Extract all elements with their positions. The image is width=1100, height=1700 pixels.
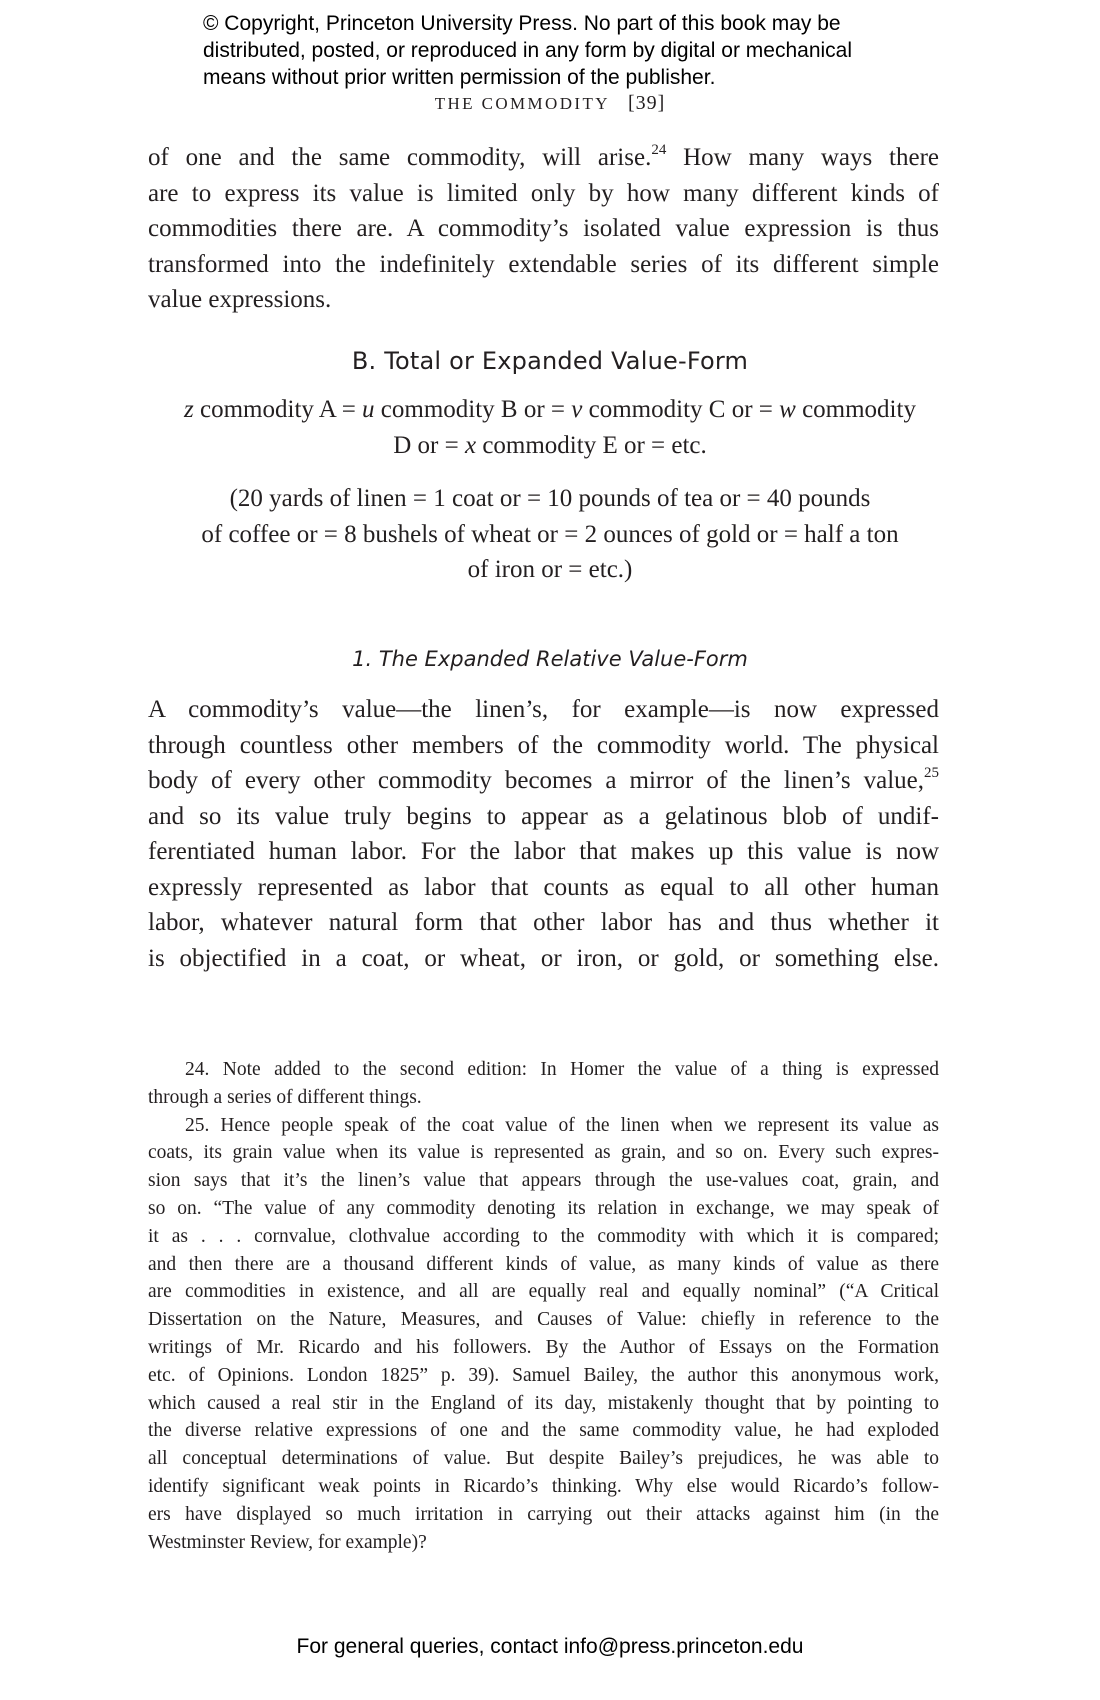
contact-footer: For general queries, contact info@press.princeton.edu <box>296 1635 804 1658</box>
footnotes <box>148 1056 939 1556</box>
running-head <box>0 92 1100 115</box>
section-heading-b: B. Total or Expanded Value-Form <box>351 347 749 375</box>
footnote-line: 24. Note added to the second edition: In Homer the value of a thing is expressed <box>185 1059 939 1080</box>
footnote-ref-24: 24 <box>651 142 667 158</box>
footnote-line: 25. Hence people speak of the coat value of the linen when we represent its value as <box>185 1114 939 1136</box>
text-line: value expressions. <box>148 286 332 313</box>
footnote-line: ers have displayed so much irritation in carrying out their attacks against him (in the <box>148 1503 939 1525</box>
text-line: labor, whatever natural form that other labor has and thus whether it <box>148 909 939 936</box>
footnote-line: are commodities in existence, and all are equally real and equally nominal” (“A Critical <box>148 1281 939 1303</box>
text-line: commodities there are. A commodity’s isolated value expression is thus <box>148 215 939 242</box>
formula-line: (20 yards of linen = 1 coat or = 10 pounds of tea or = 40 pounds <box>229 485 871 512</box>
text-line: ferentiated human labor. For the labor that makes up this value is now <box>148 838 939 865</box>
copyright-notice <box>203 10 963 91</box>
running-head-title: THE COMMODITY <box>434 94 610 113</box>
footnote-line: through a series of different things. <box>148 1086 422 1108</box>
footnote-line: it as . . . cornvalue, clothvalue according to the commodity with which it is compared; <box>148 1225 939 1247</box>
footnote-line: Westminster Review, for example)? <box>148 1531 427 1553</box>
text-line: A commodity’s value—the linen’s, for example—is now expressed <box>148 696 939 723</box>
text-line: through countless other members of the commodity world. The physical <box>148 731 939 759</box>
formula-line: of iron or = etc.) <box>467 556 633 583</box>
paragraph-expanded-form <box>148 692 939 976</box>
footnote-line: identify significant weak points in Ricardo’s thinking. Why else would Ricardo’s follow- <box>148 1475 939 1497</box>
footnote-24 <box>148 1056 939 1112</box>
text-line: and so its value truly begins to appear as a gelatinous blob of undif- <box>148 802 939 830</box>
text-line: of one and the same commodity, will arise.$^{24}$ How many ways there <box>148 142 939 171</box>
footnote-line: and then there are a thousand different kinds of value, as many kinds of value as there <box>148 1253 939 1275</box>
formula-line: of coffee or = 8 bushels of wheat or = 2 ounces of gold or = half a ton <box>201 520 899 548</box>
footnote-line: which caused a real stir in the England of its day, mistakenly thought that by pointing to <box>148 1392 939 1414</box>
example-formula <box>0 481 1100 588</box>
footnote-line: all conceptual determinations of value. But despite Bailey’s prejudices, he was able to <box>148 1448 939 1470</box>
footnote-line: the diverse relative expressions of one and the same commodity value, he had exploded <box>148 1420 939 1442</box>
subsection-heading-1: 1. The Expanded Relative Value-Form <box>352 647 748 671</box>
footnote-line: etc. of Opinions. London 1825” p. 39). Samuel Bailey, the author this anonymous work, <box>148 1364 939 1386</box>
footnote-line: coats, its grain value when its value is represented as grain, and so on. Every such expres- <box>148 1142 939 1164</box>
text-line: are to express its value is limited only by how many different kinds of <box>148 179 939 207</box>
text-line: expressly represented as labor that counts as equal to all other human <box>148 873 939 901</box>
formula-line: z commodity A = u commodity B or = v commodity C or = w commodity <box>184 396 916 423</box>
footnote-ref-25: 25 <box>924 765 939 781</box>
text-line: is objectified in a coat, or wheat, or iron, or gold, or something else. <box>148 944 939 972</box>
copyright-line: means without prior written permission of the publisher. <box>203 66 716 89</box>
text-line: body of every other commodity becomes a mirror of the linen’s value,$^{25}$ <box>148 765 939 794</box>
footnote-line: sion says that it’s the linen’s value that appears through the use-values coat, grain, and <box>148 1170 939 1192</box>
copyright-line: © Copyright, Princeton University Press. No part of this book may be <box>203 12 841 35</box>
footnote-line: writings of Mr. Ricardo and his followers. By the Author of Essays on the Formation <box>148 1336 939 1358</box>
text-line: transformed into the indefinitely extendable series of its different simple <box>148 250 939 278</box>
general-formula <box>0 392 1100 463</box>
copyright-line: distributed, posted, or reproduced in any form by digital or mechanical <box>203 39 853 62</box>
paragraph-opening <box>148 140 939 318</box>
formula-line: D or = x commodity E or = etc. <box>393 431 707 459</box>
footnote-line: Dissertation on the Nature, Measures, and Causes of Value: chiefly in reference to the <box>148 1309 939 1331</box>
footnote-25 <box>148 1112 939 1557</box>
footnote-line: so on. “The value of any commodity denoting its relation in exchange, we may speak of <box>148 1197 939 1219</box>
page-number: [39] <box>627 92 666 114</box>
